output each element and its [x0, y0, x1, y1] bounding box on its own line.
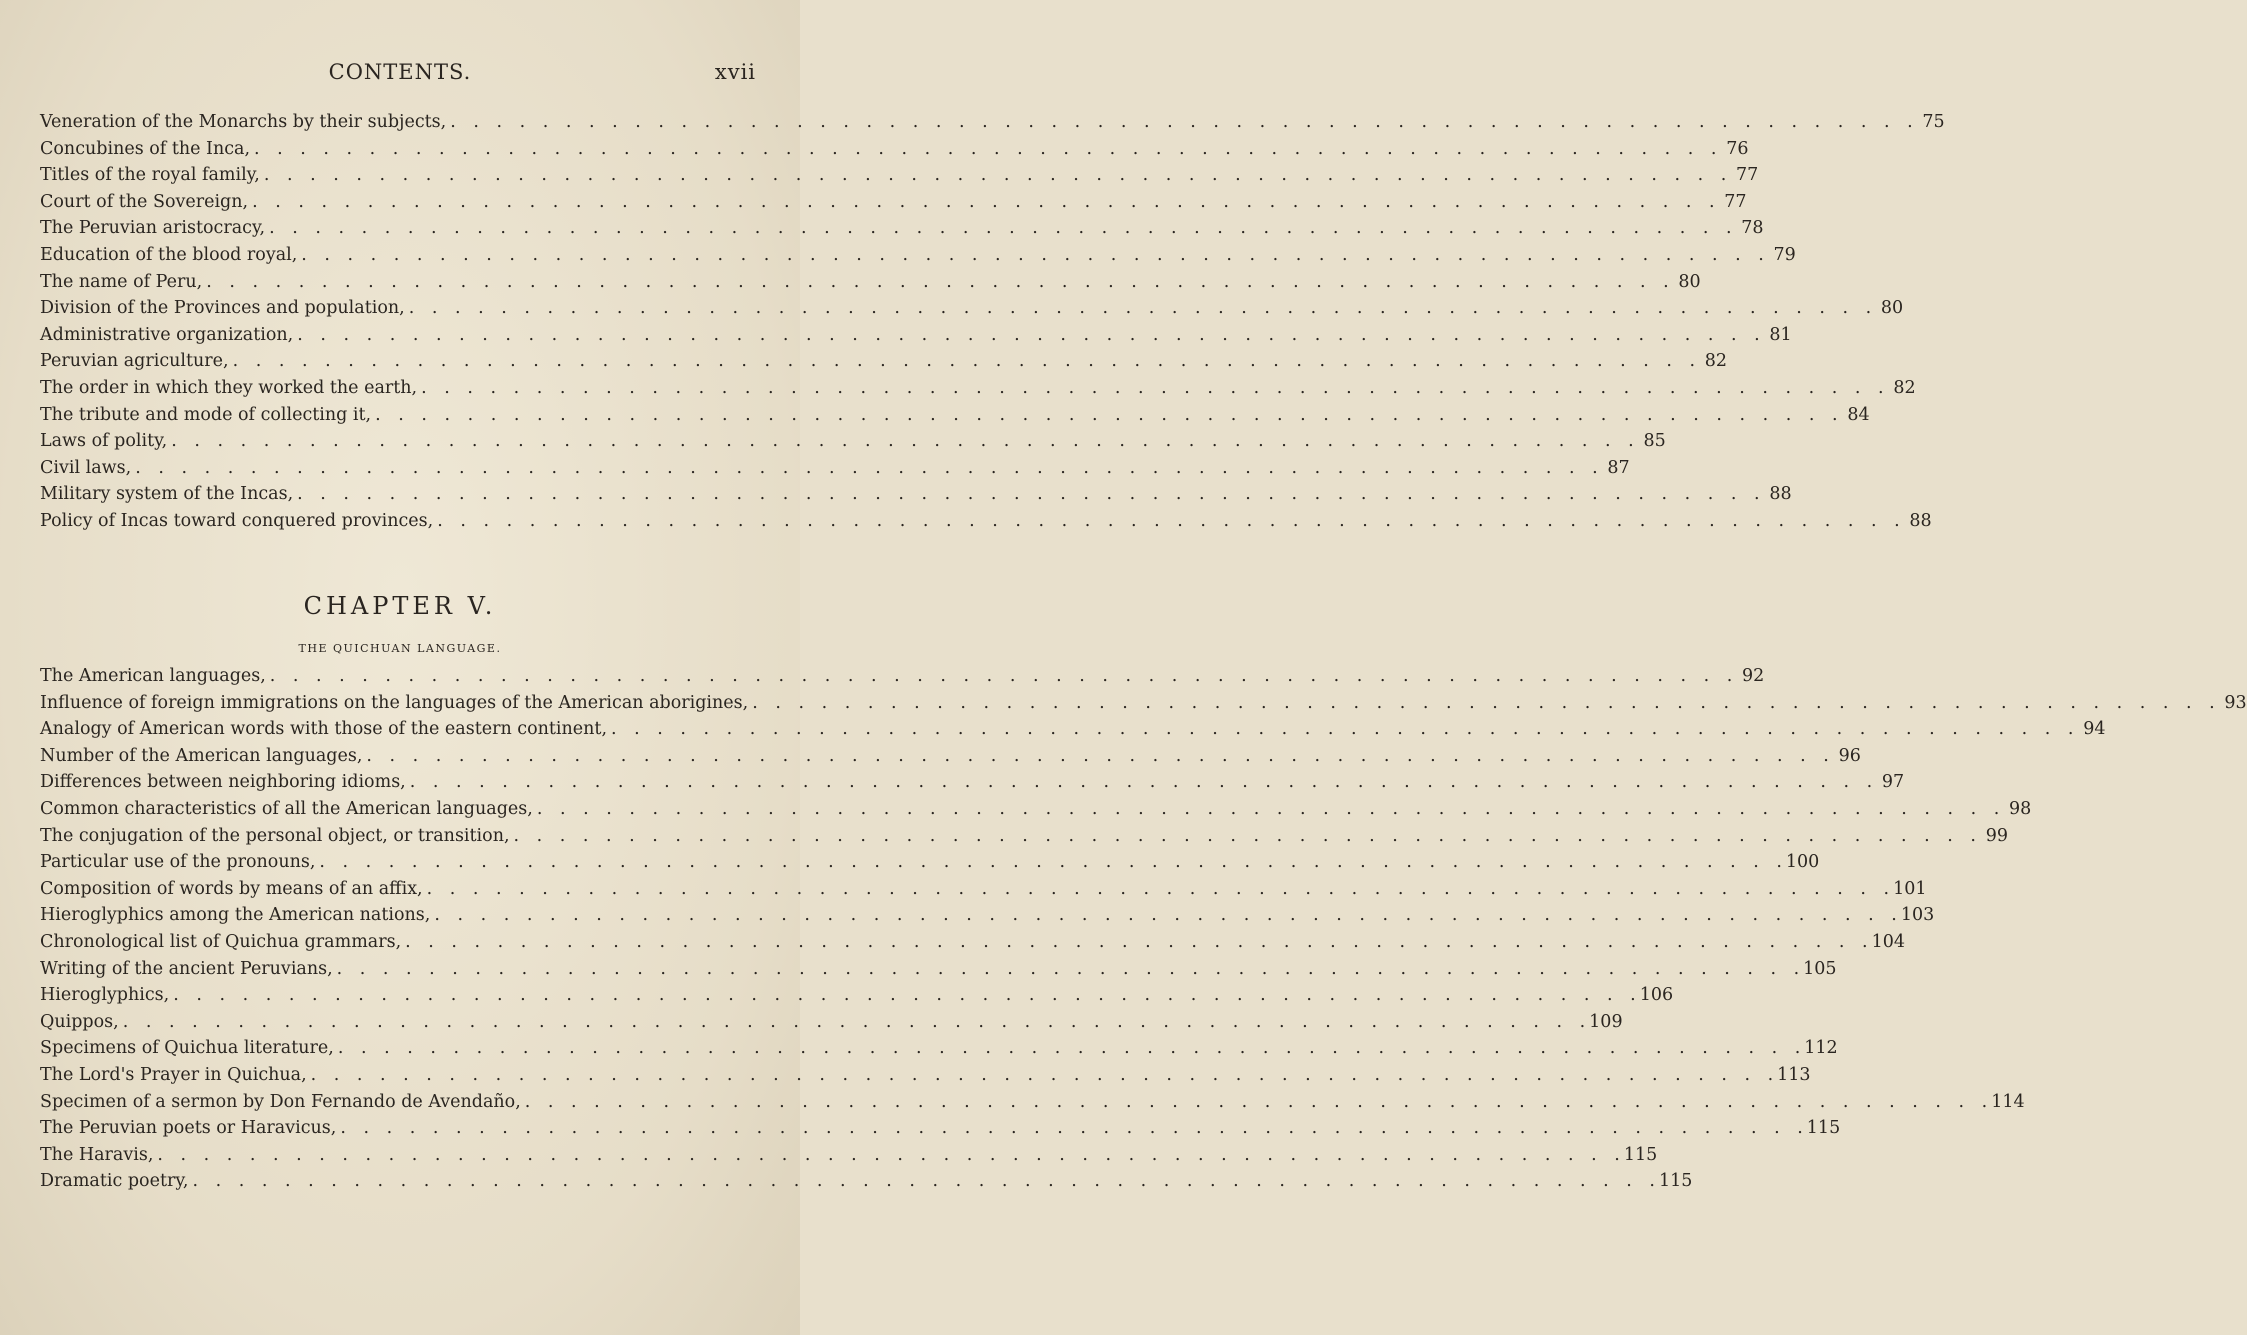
toc-entry-page: 109 [1589, 1011, 1623, 1032]
dot-leader [307, 1065, 1777, 1085]
toc-entry [40, 772, 1905, 799]
toc-entry-page: 100 [1785, 852, 1820, 873]
toc-entry-page: 87 [1607, 457, 1630, 478]
toc-entry-page: 98 [2009, 798, 2032, 819]
chapter-heading: CHAPTER V. [303, 592, 497, 620]
dot-leader [333, 959, 1803, 979]
toc-entry-page: 112 [1804, 1038, 1838, 1059]
toc-entry-title: Hieroglyphics, [40, 985, 170, 1006]
toc-entry [40, 138, 1749, 166]
toc-entry [40, 905, 1935, 932]
toc-entry-title: Administrative organization, [40, 324, 294, 345]
dot-leader [423, 879, 1893, 899]
dot-leader [293, 484, 1763, 504]
dot-leader [417, 378, 1887, 398]
dot-leader [297, 245, 1767, 265]
toc-entry [40, 484, 1792, 511]
toc-entry [40, 719, 2106, 746]
dot-leader [336, 1118, 1806, 1138]
toc-entry-page: 92 [1741, 666, 1765, 686]
dot-leader [433, 511, 1903, 531]
toc-chapter-list [40, 666, 2247, 1198]
toc-entry [40, 1038, 1838, 1065]
toc-entry [40, 798, 2032, 826]
toc-entry-page: 105 [1803, 958, 1837, 979]
toc-entry-page: 115 [1623, 1144, 1658, 1165]
dot-leader [401, 932, 1871, 952]
dot-leader [153, 1145, 1623, 1165]
toc-entry [40, 244, 1796, 272]
toc-entry-page: 88 [1769, 484, 1792, 505]
dot-leader [510, 826, 1980, 846]
toc-entry-title: The Lord's Prayer in Quichua, [40, 1064, 307, 1085]
toc-entry [40, 404, 1870, 432]
toc-entry [40, 165, 1759, 192]
toc-entry-page: 114 [1991, 1091, 2025, 1112]
toc-entry-page: 82 [1704, 351, 1728, 372]
toc-entry-page: 93 [2224, 692, 2247, 713]
toc-continued-list [40, 112, 1945, 538]
toc-entry-page: 80 [1880, 298, 1904, 319]
toc-entry [40, 985, 1674, 1012]
dot-leader [248, 192, 1718, 212]
toc-entry-page: 115 [1806, 1118, 1841, 1139]
toc-entry [40, 666, 1765, 693]
toc-entry [40, 931, 1906, 959]
toc-entry [40, 218, 1764, 245]
toc-entry-title: Analogy of American words with those of the eastern continent, [40, 719, 608, 740]
page-number: xvii [714, 60, 756, 84]
chapter-subtitle: THE QUICHUAN LANGUAGE. [298, 642, 502, 655]
toc-entry-page: 115 [1658, 1171, 1693, 1192]
toc-entry-title: Laws of polity, [40, 431, 168, 452]
toc-entry [40, 958, 1837, 986]
dot-leader [188, 1171, 1658, 1191]
dot-leader [250, 139, 1720, 159]
toc-entry-title: Division of the Provinces and population, [40, 298, 405, 319]
toc-entry-page: 82 [1893, 377, 1916, 398]
toc-entry-title: The Peruvian aristocracy, [40, 218, 266, 239]
toc-entry-title: Peruvian agriculture, [40, 351, 229, 372]
toc-entry-title: Civil laws, [40, 457, 132, 478]
toc-entry-title: Veneration of the Monarchs by their subjects, [40, 112, 447, 132]
dot-leader [131, 458, 1601, 478]
toc-entry [40, 112, 1945, 139]
toc-entry [40, 1064, 1811, 1092]
toc-entry [40, 377, 1916, 405]
toc-entry [40, 825, 2008, 853]
toc-entry [40, 457, 1630, 485]
toc-entry-title: The American languages, [40, 666, 266, 686]
toc-entry-title: Chronological list of Quichua grammars, [40, 931, 402, 952]
toc-entry [40, 431, 1666, 458]
toc-entry [40, 510, 1932, 538]
toc-entry [40, 191, 1747, 219]
toc-entry [40, 878, 1927, 906]
page-header [40, 60, 760, 90]
toc-entry [40, 852, 1820, 879]
toc-entry [40, 1118, 1841, 1145]
toc-entry-page: 84 [1847, 404, 1870, 425]
toc-entry [40, 1171, 1693, 1198]
toc-entry-title: Titles of the royal family, [40, 165, 260, 186]
running-title: CONTENTS. [328, 60, 472, 84]
toc-entry [40, 692, 2247, 720]
dot-leader [362, 746, 1832, 766]
dot-leader [748, 693, 2218, 713]
dot-leader [202, 272, 1672, 292]
dot-leader [119, 1012, 1589, 1032]
dot-leader [265, 218, 1735, 238]
toc-entry-page: 101 [1893, 878, 1927, 899]
toc-entry-title: Common characteristics of all the American languages, [40, 798, 533, 819]
toc-entry-title: Concubines of the Inca, [40, 138, 251, 159]
dot-leader [315, 852, 1785, 872]
dot-leader [406, 772, 1876, 792]
toc-entry-title: The conjugation of the personal object, or transition, [40, 825, 510, 846]
toc-entry-title: Specimens of Quichua literature, [40, 1038, 334, 1059]
dot-leader [334, 1038, 1804, 1058]
toc-entry-page: 78 [1741, 218, 1764, 239]
dot-leader [266, 666, 1736, 686]
toc-entry-page: 79 [1773, 244, 1796, 265]
toc-entry [40, 324, 1792, 352]
toc-entry-page: 75 [1922, 112, 1945, 132]
toc-entry-page: 80 [1678, 271, 1701, 292]
toc-entry [40, 1091, 2025, 1119]
toc-entry-title: The tribute and mode of collecting it, [40, 404, 372, 425]
toc-entry-title: The name of Peru, [40, 271, 203, 292]
dot-leader [430, 905, 1900, 925]
toc-entry [40, 745, 1861, 773]
toc-entry [40, 1144, 1658, 1172]
toc-entry-title: The order in which they worked the earth, [40, 377, 418, 398]
toc-entry-page: 113 [1777, 1064, 1811, 1085]
dot-leader [293, 325, 1763, 345]
toc-entry-page: 96 [1838, 745, 1861, 766]
toc-entry-page: 94 [2083, 719, 2106, 740]
toc-entry-page: 97 [1881, 772, 1905, 793]
dot-leader [521, 1092, 1991, 1112]
dot-leader [405, 298, 1875, 318]
toc-entry-page: 106 [1639, 985, 1674, 1006]
toc-entry [40, 1011, 1623, 1039]
toc-entry-page: 88 [1909, 510, 1932, 531]
toc-entry-page: 76 [1726, 138, 1749, 159]
toc-entry-title: Writing of the ancient Peruvians, [40, 958, 333, 979]
toc-entry-title: Influence of foreign immigrations on the languages of the American aborigines, [40, 692, 749, 713]
toc-entry-page: 103 [1900, 905, 1935, 926]
toc-entry-title: Court of the Sovereign, [40, 191, 249, 212]
toc-entry-title: The Peruvian poets or Haravicus, [40, 1118, 337, 1139]
dot-leader [229, 351, 1699, 371]
toc-entry-title: The Haravis, [40, 1144, 154, 1165]
toc-entry-page: 104 [1871, 931, 1906, 952]
toc-entry-page: 77 [1724, 191, 1747, 212]
toc-entry-title: Policy of Incas toward conquered provinces, [40, 510, 434, 531]
dot-leader [260, 165, 1730, 185]
toc-entry-title: Composition of words by means of an affix, [40, 878, 423, 899]
toc-entry-title: Specimen of a sermon by Don Fernando de Avendaño, [40, 1091, 521, 1112]
toc-entry-page: 81 [1769, 324, 1792, 345]
toc-entry-title: Dramatic poetry, [40, 1171, 189, 1192]
dot-leader [607, 719, 2077, 739]
dot-leader [371, 405, 1841, 425]
toc-entry-title: Number of the American languages, [40, 745, 363, 766]
dot-leader [446, 112, 1916, 132]
dot-leader [533, 799, 2003, 819]
toc-entry-title: Particular use of the pronouns, [40, 852, 316, 873]
dot-leader [167, 431, 1637, 451]
toc-entry-page: 99 [1985, 825, 2008, 846]
toc-entry-page: 77 [1736, 165, 1759, 186]
toc-entry-title: Education of the blood royal, [40, 244, 298, 265]
toc-entry [40, 351, 1728, 378]
toc-entry-title: Differences between neighboring idioms, [40, 772, 406, 793]
toc-entry [40, 298, 1904, 325]
dot-leader [169, 985, 1639, 1005]
toc-entry-title: Hieroglyphics among the American nations, [40, 905, 431, 926]
toc-entry-title: Quippos, [40, 1011, 119, 1032]
toc-entry [40, 271, 1701, 299]
toc-entry-page: 85 [1643, 431, 1666, 452]
toc-entry-title: Military system of the Incas, [40, 484, 294, 505]
